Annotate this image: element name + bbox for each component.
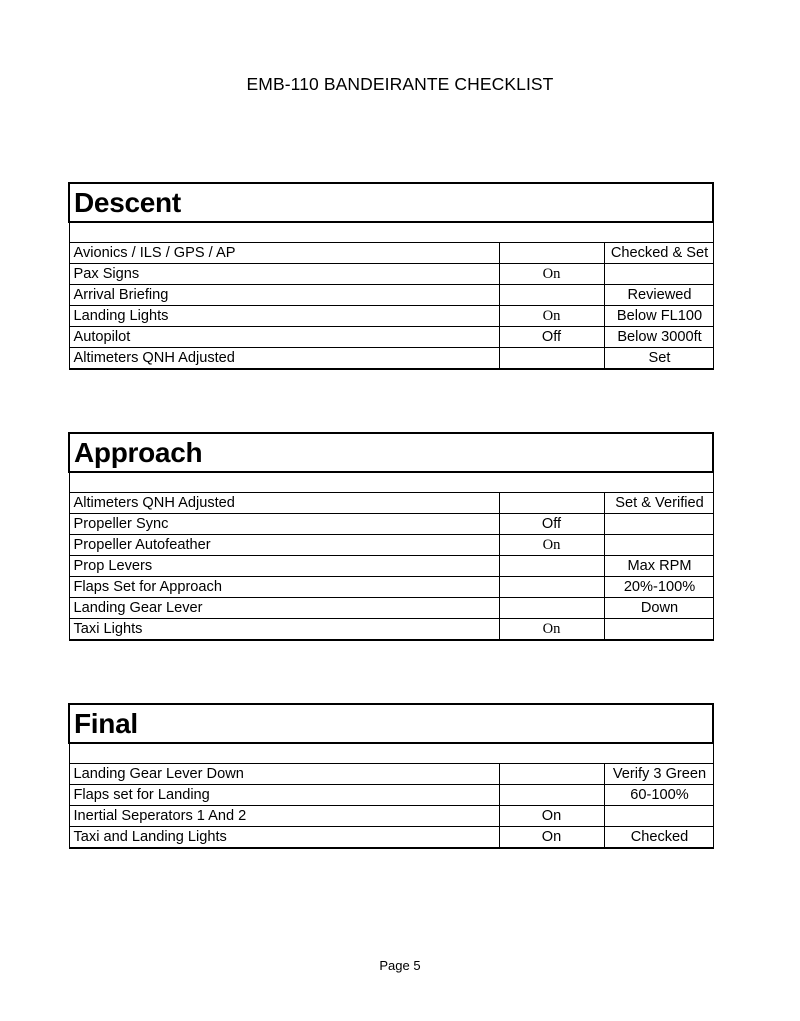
- checklist-item-state: On: [499, 619, 604, 641]
- section-title: Approach: [69, 433, 713, 472]
- document-title: EMB-110 BANDEIRANTE CHECKLIST: [246, 74, 554, 94]
- checklist-item-label: Pax Signs: [69, 264, 499, 285]
- checklist-row[interactable]: [69, 535, 713, 556]
- section-spacer-row: [69, 743, 713, 764]
- checklist-row[interactable]: [69, 285, 713, 306]
- checklist-item-label: Prop Levers: [69, 556, 499, 577]
- checklist-item-value: [604, 264, 713, 285]
- checklist-item-value: Down: [604, 598, 713, 619]
- checklist-table-final: [68, 703, 714, 849]
- checklist-item-state: [499, 764, 604, 785]
- checklist-item-state: [499, 285, 604, 306]
- checklist-item-value: Verify 3 Green: [604, 764, 713, 785]
- checklist-row[interactable]: [69, 598, 713, 619]
- checklist-item-state: On: [499, 264, 604, 285]
- checklist-item-label: Landing Gear Lever: [69, 598, 499, 619]
- checklist-item-value: Checked: [604, 827, 713, 849]
- checklist-item-value: Reviewed: [604, 285, 713, 306]
- checklist-table-descent: [68, 182, 714, 370]
- checklist-row[interactable]: [69, 619, 713, 641]
- checklist-item-state: [499, 348, 604, 370]
- checklist-item-value: [604, 535, 713, 556]
- checklist-row[interactable]: [69, 243, 713, 264]
- checklist-item-state: Off: [499, 327, 604, 348]
- section-header-row: [69, 433, 713, 472]
- checklist-item-value: 60-100%: [604, 785, 713, 806]
- checklist-item-label: Inertial Seperators 1 And 2: [69, 806, 499, 827]
- checklist-item-value: 20%-100%: [604, 577, 713, 598]
- checklist-item-value: Set & Verified: [604, 493, 713, 514]
- checklist-item-value: Set: [604, 348, 713, 370]
- section-header-row: [69, 704, 713, 743]
- checklist-item-value: [604, 619, 713, 641]
- checklist-row[interactable]: [69, 785, 713, 806]
- checklist-item-state: [499, 785, 604, 806]
- checklist-item-value: Max RPM: [604, 556, 713, 577]
- checklist-row[interactable]: [69, 764, 713, 785]
- checklist-row[interactable]: [69, 514, 713, 535]
- checklist-row[interactable]: [69, 493, 713, 514]
- checklist-item-label: Taxi and Landing Lights: [69, 827, 499, 849]
- section-spacer-row: [69, 472, 713, 493]
- checklist-item-state: [499, 493, 604, 514]
- checklist-item-state: On: [499, 535, 604, 556]
- checklist-item-state: [499, 577, 604, 598]
- section-title: Final: [69, 704, 713, 743]
- checklist-row[interactable]: [69, 306, 713, 327]
- checklist-item-label: Flaps Set for Approach: [69, 577, 499, 598]
- section-spacer-row: [69, 222, 713, 243]
- checklist-row[interactable]: [69, 806, 713, 827]
- checklist-item-label: Altimeters QNH Adjusted: [69, 493, 499, 514]
- page-footer: Page 5: [379, 958, 421, 973]
- section-title: Descent: [69, 183, 713, 222]
- checklist-item-state: On: [499, 806, 604, 827]
- checklist-item-label: Landing Gear Lever Down: [69, 764, 499, 785]
- checklist-row[interactable]: [69, 327, 713, 348]
- checklist-row[interactable]: [69, 264, 713, 285]
- checklist-item-state: [499, 243, 604, 264]
- checklist-item-value: [604, 514, 713, 535]
- checklist-row[interactable]: [69, 348, 713, 370]
- checklist-item-label: Flaps set for Landing: [69, 785, 499, 806]
- checklist-item-label: Propeller Autofeather: [69, 535, 499, 556]
- spacer-cell: [69, 472, 713, 493]
- checklist-item-label: Altimeters QNH Adjusted: [69, 348, 499, 370]
- checklist-item-value: [604, 806, 713, 827]
- checklist-table-approach: [68, 432, 714, 641]
- spacer-cell: [69, 743, 713, 764]
- checklist-item-state: On: [499, 306, 604, 327]
- checklist-row[interactable]: [69, 556, 713, 577]
- checklist-item-value: Below 3000ft: [604, 327, 713, 348]
- checklist-row[interactable]: [69, 827, 713, 849]
- checklist-item-label: Autopilot: [69, 327, 499, 348]
- checklist-item-value: Below FL100: [604, 306, 713, 327]
- checklist-item-label: Avionics / ILS / GPS / AP: [69, 243, 499, 264]
- checklist-item-label: Arrival Briefing: [69, 285, 499, 306]
- checklist-item-state: [499, 556, 604, 577]
- checklist-item-state: Off: [499, 514, 604, 535]
- spacer-cell: [69, 222, 713, 243]
- checklist-item-state: [499, 598, 604, 619]
- checklist-item-state: On: [499, 827, 604, 849]
- checklist-item-label: Landing Lights: [69, 306, 499, 327]
- checklist-row[interactable]: [69, 577, 713, 598]
- section-header-row: [69, 183, 713, 222]
- checklist-item-label: Taxi Lights: [69, 619, 499, 641]
- checklist-item-value: Checked & Set: [604, 243, 713, 264]
- checklist-item-label: Propeller Sync: [69, 514, 499, 535]
